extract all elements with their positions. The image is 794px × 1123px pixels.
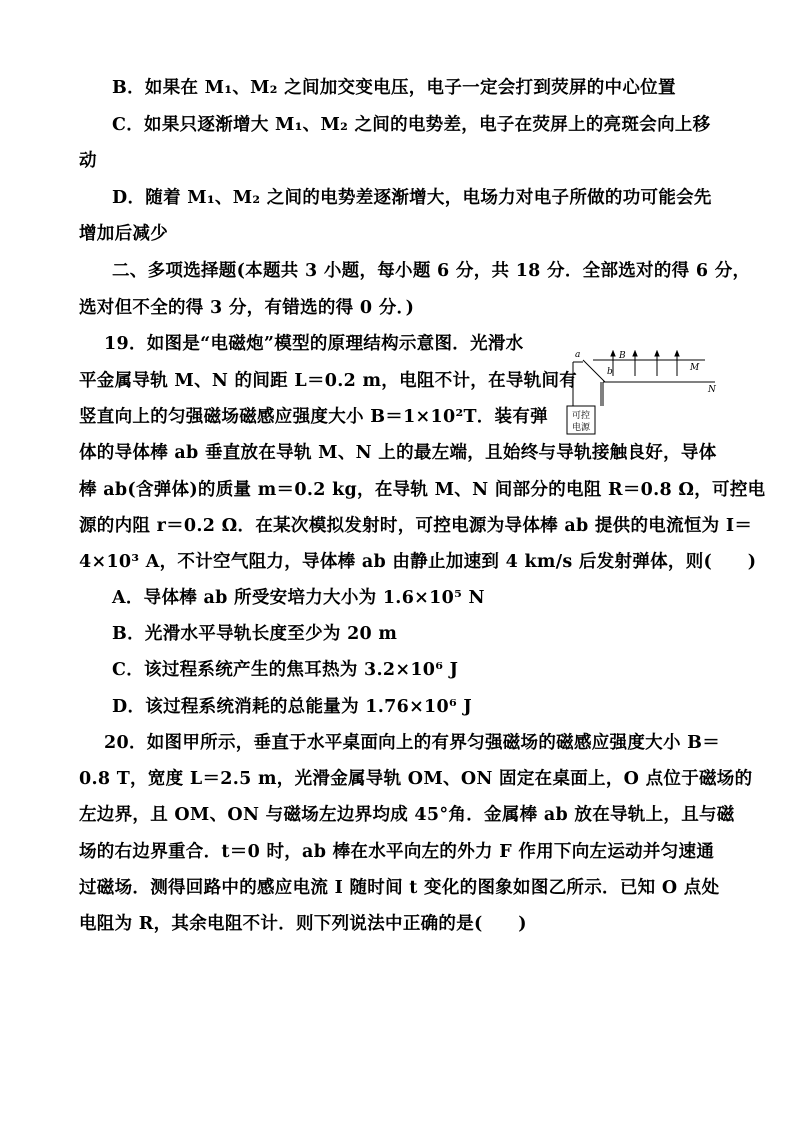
q19-stem-line3: 竖直向上的匀强磁场磁感应强度大小 B＝1×10²T．装有弹 <box>79 407 548 427</box>
q18-option-b: B．如果在 M₁、M₂ 之间加交变电压，电子一定会打到荧屏的中心位置 <box>112 78 676 98</box>
q20-stem-line4: 场的右边界重合．t＝0 时，ab 棒在水平向左的外力 F 作用下向左运动并匀速通 <box>79 842 715 862</box>
q19-stem-line6: 源的内阻 r＝0.2 Ω．在某次模拟发射时，可控电源为导体棒 ab 提供的电流恒为 I＝ <box>79 516 753 536</box>
electromagnetic-railgun-diagram <box>565 350 725 436</box>
label-M: M <box>690 363 700 373</box>
power-source-label-1: 可控 <box>571 411 591 421</box>
q20-stem-line3: 左边界，且 OM、ON 与磁场左边界均成 45°角．金属棒 ab 放在导轨上，且与磁 <box>79 805 735 825</box>
field-arrowhead-3 <box>655 351 659 356</box>
q18-option-c-line1: C．如果只逐渐增大 M₁、M₂ 之间的电势差，电子在荧屏上的亮斑会向上移 <box>112 115 711 135</box>
label-a: a <box>575 350 581 360</box>
q19-stem-line4: 体的导体棒 ab 垂直放在导轨 M、N 上的最左端，且始终与导轨接触良好，导体 <box>79 443 717 463</box>
power-source-label-2: 电源 <box>571 423 591 433</box>
section-2-line2: 选对但不全的得 3 分，有错选的得 0 分．) <box>79 298 415 318</box>
field-arrowhead-2 <box>633 351 637 356</box>
label-B: B <box>619 351 626 361</box>
q19-stem-line2: 平金属导轨 M、N 的间距 L＝0.2 m，电阻不计，在导轨间有 <box>79 371 578 391</box>
q20-stem-line1: 20．如图甲所示，垂直于水平桌面向上的有界匀强磁场的磁感应强度大小 B＝ <box>104 733 721 753</box>
q20-stem-line6: 电阻为 R，其余电阻不计．则下列说法中正确的是( ) <box>79 914 527 934</box>
q19-option-b: B．光滑水平导轨长度至少为 20 m <box>112 624 398 644</box>
q19-option-d: D．该过程系统消耗的总能量为 1.76×10⁶ J <box>112 697 472 717</box>
conductor-rod-ab <box>583 360 605 382</box>
q19-stem-line7: 4×10³ A，不计空气阻力，导体棒 ab 由静止加速到 4 km/s 后发射弹体，则( ) <box>79 552 757 572</box>
q19-option-c: C．该过程系统产生的焦耳热为 3.2×10⁶ J <box>112 660 459 680</box>
q18-option-d-line1: D．随着 M₁、M₂ 之间的电势差逐渐增大，电场力对电子所做的功可能会先 <box>112 188 712 208</box>
q20-stem-line2: 0.8 T，宽度 L＝2.5 m，光滑金属导轨 OM、ON 固定在桌面上，O 点位于磁场的 <box>79 769 753 789</box>
q19-stem-line5: 棒 ab(含弹体)的质量 m＝0.2 kg，在导轨 M、N 间部分的电阻 R＝0.8 Ω，可控电 <box>79 480 766 500</box>
q19-stem-line1: 19．如图是“电磁炮”模型的原理结构示意图．光滑水 <box>104 334 524 354</box>
q18-option-d-line2: 增加后减少 <box>79 224 168 244</box>
section-2-line1: 二、多项选择题(本题共 3 小题，每小题 6 分，共 18 分．全部选对的得 6 分， <box>112 261 751 281</box>
q19-option-a: A．导体棒 ab 所受安培力大小为 1.6×10⁵ N <box>112 588 485 608</box>
label-b: b <box>607 367 613 377</box>
q18-option-c-line2: 动 <box>79 151 97 171</box>
q20-stem-line5: 过磁场．测得回路中的感应电流 I 随时间 t 变化的图象如图乙所示．已知 O 点处 <box>79 878 720 898</box>
label-N: N <box>708 385 716 395</box>
field-arrowhead-1 <box>611 351 615 356</box>
field-arrowhead-4 <box>675 351 679 356</box>
